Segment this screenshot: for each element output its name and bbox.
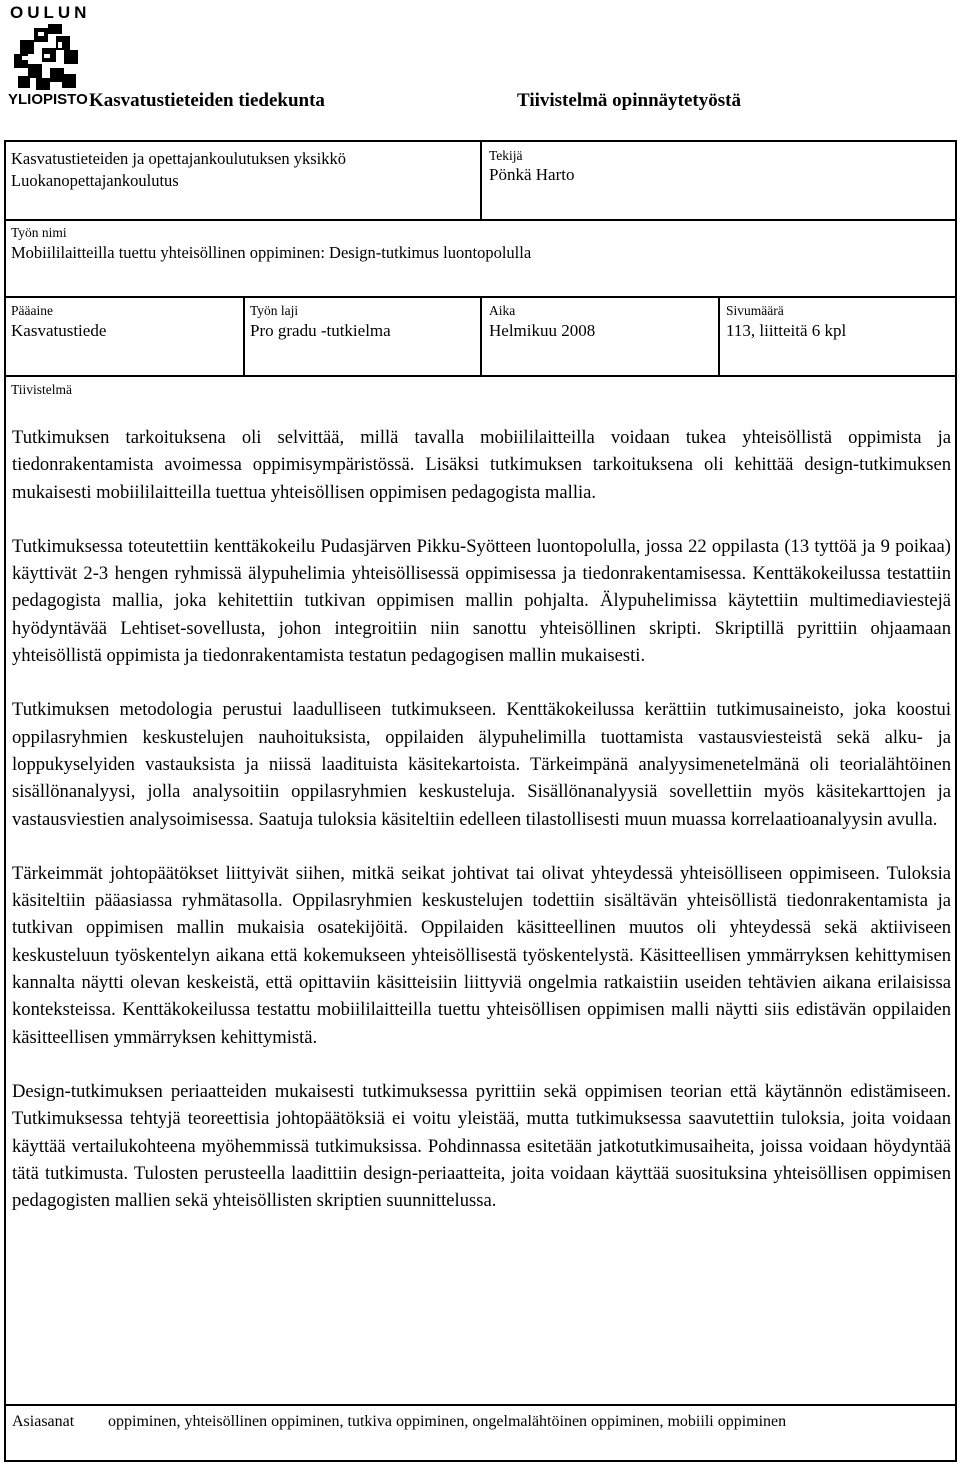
abstract-paragraph: Tutkimuksen metodologia perustui laadulliseen tutkimukseen. Kenttäkokeilussa kerättiin tutkimusaineisto, joka koostui oppilasryhmien keskustelujen nauhoituksista, oppilaiden älypuhelimilla tuottamista vastausviesteistä sekä alku- ja loppukyselyiden vastauksista ja niissä laadituista käsitekartoista. Tärkeimpänä analyysimenetelmänä oli teorialähtöinen sisällönanalyysi, jolla analysoitiin oppilasryhmien keskusteluja. Sisällönanalyysiä sovellettiin myös käsitekarttojen ja vastausviestien analysoimisessa. Saatuja tuloksia käsiteltiin edelleen tilastollisesti muun muassa korrelaatioanalyysin avulla. xyxy=(12,699,951,830)
title-value: Mobiililaitteilla tuettu yhteisöllinen oppiminen: Design-tutkimus luontopolulla xyxy=(11,243,532,262)
document-type: Tiivistelmä opinnäytetyöstä xyxy=(517,90,741,111)
divider-meta-3 xyxy=(718,296,720,376)
page-count-label: Sivumäärä xyxy=(726,303,784,318)
major-value: Kasvatustiede xyxy=(11,321,107,340)
abstract-paragraph: Tutkimuksen tarkoituksena oli selvittää, millä tavalla mobiililaitteilla voidaan tukea yhteisöllistä oppimista ja tiedonrakentamista avoimessa oppimisympäristössä. Lisäksi tutkimuksen tarkoituksena oli kehittää design-tutkimuksen mukaisesti mobiililaitteilla tuettua yhteisöllisen oppimisen pedagogista mallia. xyxy=(12,427,951,503)
abstract-label: Tiivistelmä xyxy=(11,382,73,397)
logo-text-top: OULUN xyxy=(10,3,91,22)
divider-unit-author xyxy=(480,142,482,220)
author-label: Tekijä xyxy=(489,148,523,163)
divider-row-3 xyxy=(6,375,955,377)
abstract-paragraph: Design-tutkimuksen periaatteiden mukaisesti tutkimuksessa pyrittiin sekä oppimisen teorian että käytännön edistämiseen. Tutkimuksessa tehtyjä teoreettisia johtopäätöksiä ei voitu yleistää, mutta tutkimuksessa saavutettiin tuloksia, joita voidaan käyttää vertailukohteena myöhemmissä tutkimuksissa. Pohdinnassa esitetään jatkotutkimusaiheita, joissa voidaan höydyntää tätä tutkimusta. Tulosten perusteella laadittiin design-periaatteita, joita voidaan käyttää suosituksina yhteisöllisen oppimisen pedagogisten mallien sekä yhteisöllisten skriptien suunnittelussa. xyxy=(12,1080,951,1212)
abstract-paragraph: Tutkimuksessa toteutettiin kenttäkokeilu Pudasjärven Pikku-Syötteen luontopolulla, jossa 22 oppilasta (13 tyttöä ja 9 poikaa) käyttivät 2-3 hengen ryhmissä älypuhelimia yhteisöllisessä oppimisessa ja tiedonrakentamisessa. Kenttäkokeilussa testattiin pedagogista mallia, joka kehitettiin tutkivan oppimisen mallin pohjalta. Älypuhelimissa käytettiin multimediaviestejä hyödyntävää Lehtiset-sovellusta, johon integroitiin niin sanottu yhteisöllinen skripti. Skriptillä pyrittiin ohjaamaan yhteisöllistä oppimista ja tiedonrakentamista testatun pedagogisen mallin mukaisesti. xyxy=(12,535,951,667)
date-value: Helmikuu 2008 xyxy=(489,321,596,340)
logo-emblem-icon xyxy=(14,24,78,90)
author-value: Pönkä Harto xyxy=(489,165,575,184)
page-count-value: 113, liitteitä 6 kpl xyxy=(726,321,847,340)
university-logo xyxy=(8,3,91,108)
work-type-value: Pro gradu -tutkielma xyxy=(250,321,391,340)
date-label: Aika xyxy=(489,303,516,318)
logo-text-bottom: YLIOPISTO xyxy=(8,91,88,108)
major-label: Pääaine xyxy=(11,303,53,318)
abstract-form xyxy=(4,140,957,1462)
divider-row-1 xyxy=(6,219,955,221)
unit-line-2: Luokanopettajankoulutus xyxy=(11,171,179,190)
faculty-name: Kasvatustieteiden tiedekunta xyxy=(89,90,325,111)
divider-keywords xyxy=(6,1404,955,1406)
keywords-value: oppiminen, yhteisöllinen oppiminen, tutkiva oppiminen, ongelmalähtöinen oppiminen, mobiili oppiminen xyxy=(108,1413,787,1430)
keywords-label: Asiasanat xyxy=(12,1413,75,1430)
divider-meta-1 xyxy=(243,296,245,376)
abstract-paragraph: Tärkeimmät johtopäätökset liittyivät siihen, mitkä seikat johtivat tai olivat yhteydessä yhteisölliseen oppimiseen. Tuloksia käsiteltiin pääasiassa ryhmätasolla. Oppilasryhmien keskustelujen todettiin sisältävän yhteisöllistä tiedonrakentamista ja tutkivan oppimisen mallin mukaisia osatekijöitä. Oppilaiden käsitteellinen muutos oli yhteydessä sekä aktiiviseen keskusteluun työskentelyn aikana että kokemukseen yhteisöllisestä työskentelystä. Käsitteellisen ymmärryksen kehittymisen kannalta näytti olevan keskeistä, että opittaviin käsitteisiin liittyviä ongelmia ratkaistiin useiden tehtävien aikana erilaisissa konteksteissa. Kenttäkokeilussa testattu mobiililaitteilla tuettu yhteisöllisen oppimisen malli näytti siis edistävän oppilaiden käsitteellisen ymmärryksen kehittymistä. xyxy=(12,862,951,1048)
divider-meta-2 xyxy=(480,296,482,376)
work-type-label: Työn laji xyxy=(250,303,299,318)
abstract-body xyxy=(12,424,951,1241)
unit-line-1: Kasvatustieteiden ja opettajankoulutuksen yksikkö xyxy=(11,149,346,168)
title-label: Työn nimi xyxy=(11,225,67,240)
